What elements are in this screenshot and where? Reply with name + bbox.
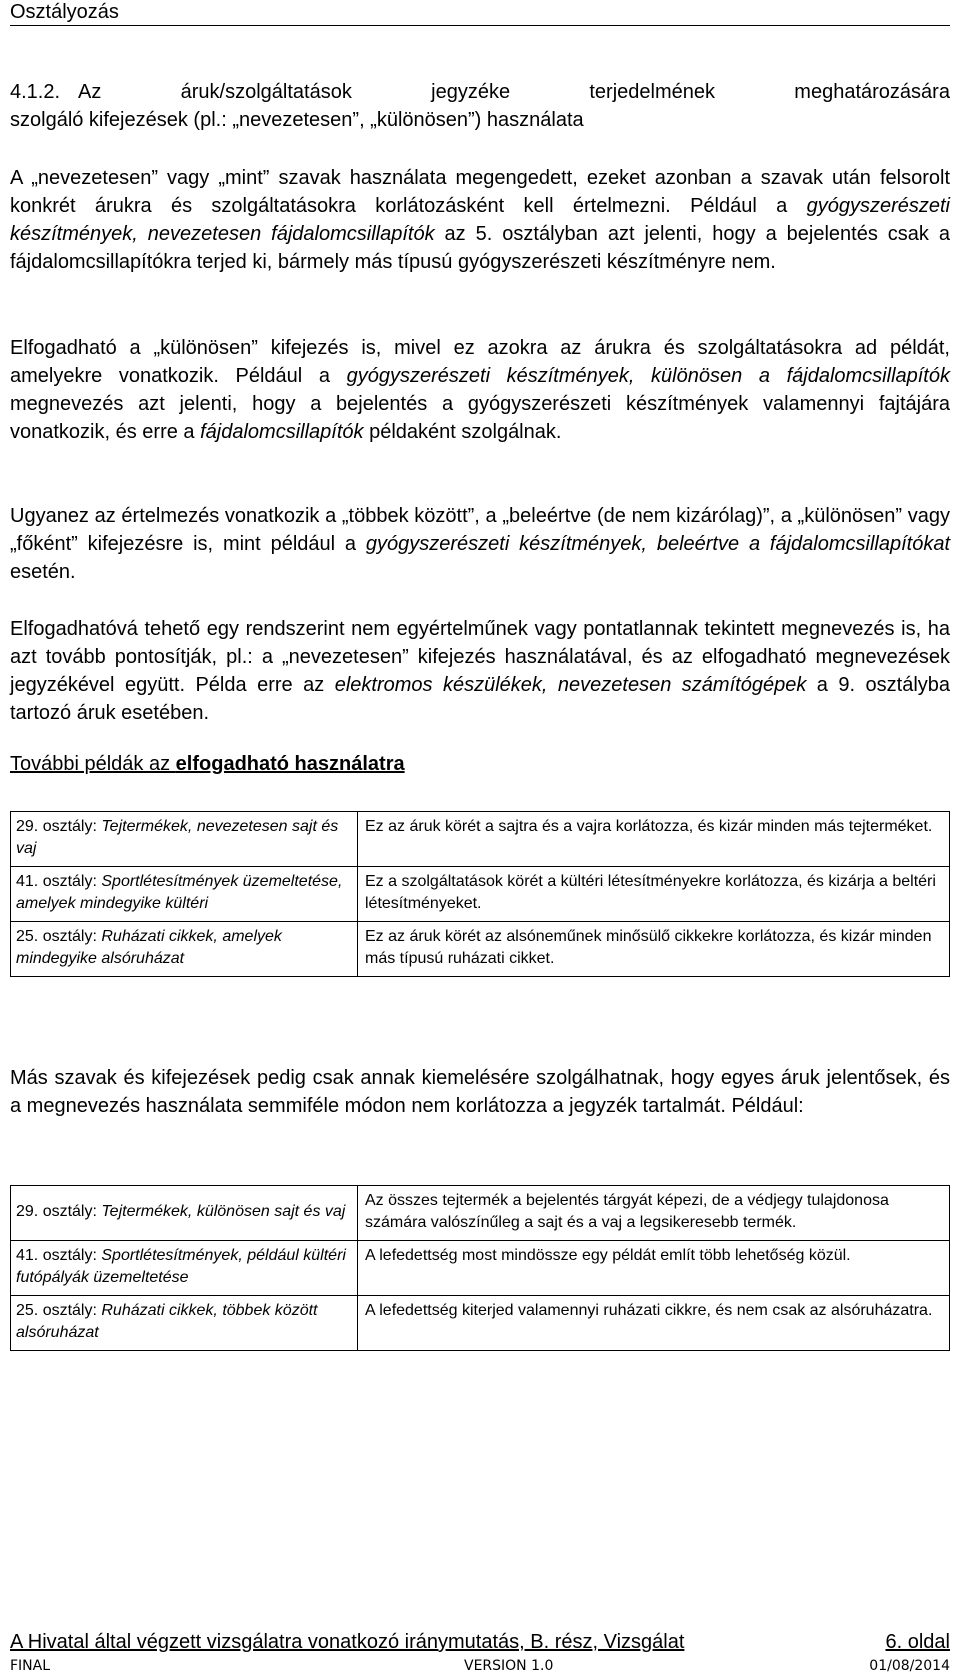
table-cell-comment: A lefedettség most mindössze egy példát említ több lehetőség közül.	[358, 1241, 950, 1296]
heading-word: Az	[78, 81, 102, 103]
table-row	[11, 1296, 950, 1351]
paragraph-emphasis	[10, 1064, 950, 1120]
subheading-acceptable-examples	[10, 750, 405, 778]
table-row	[11, 922, 950, 977]
class-label: 25. osztály:	[16, 1302, 102, 1319]
footer-page-number: 6. oldal	[885, 1631, 950, 1653]
class-label: 41. osztály:	[16, 873, 102, 890]
goods-description: Ruházati cikkek, amelyek mindegyike alsóruházat	[16, 928, 282, 967]
table-cell-comment: Az összes tejtermék a bejelentés tárgyát képezi, de a védjegy tulajdonosa számára valószínűleg a sajt és a vaj a legsikeresebb termék.	[358, 1186, 950, 1241]
heading-word: áruk/szolgáltatások	[180, 81, 352, 103]
paragraph-text: esetén.	[10, 561, 76, 583]
table-row	[11, 1186, 950, 1241]
heading-word: jegyzéke	[431, 81, 511, 103]
section-heading-line-1	[10, 78, 950, 106]
italic-example: gyógyszerészeti készítmények, beleértve a fájdalomcsillapítókat	[365, 533, 951, 555]
table-cell-goods	[11, 1186, 358, 1241]
table-row	[11, 867, 950, 922]
paragraph-text: az 5. osztályban azt jelenti, hogy a bejelentés csak a fájdalomcsillapítókra terjed ki, bármely más típusú gyógyszerészeti készítményre nem.	[10, 223, 951, 273]
paragraph-kulonosen	[10, 334, 950, 446]
footer-version: VERSION 1.0	[464, 1658, 554, 1674]
goods-description: Sportlétesítmények, például kültéri futópályák üzemeltetése	[16, 1247, 346, 1286]
running-header-title: Osztályozás	[10, 1, 119, 23]
table-cell-goods	[11, 1296, 358, 1351]
table-cell-comment: Ez az áruk körét a sajtra és a vajra korlátozza, és kizár minden más tejterméket.	[358, 812, 950, 867]
table-cell-comment: Ez az áruk körét az alsóneműnek minősülő cikkekre korlátozza, és kizár minden más típusú ruházati cikket.	[358, 922, 950, 977]
goods-description: Sportlétesítmények üzemeltetése, amelyek mindegyike kültéri	[16, 873, 343, 912]
paragraph-text: Elfogadhatóvá tehető egy rendszerint nem egyértelműnek vagy pontatlannak tekintett megnevezés is, ha azt tovább pontosítják, pl.: a „nevezetesen” kifejezés használatával, és az elfogadható megnevezések jegyzékével együtt. Példa erre az	[10, 618, 950, 696]
goods-description: Ruházati cikkek, többek között alsóruházat	[16, 1302, 318, 1341]
page-footer	[10, 1630, 950, 1654]
footer-status: FINAL	[10, 1658, 51, 1674]
italic-example: gyógyszerészeti készítmények, nevezetesen fájdalomcsillapítók	[10, 195, 950, 245]
paragraph-nevezetesen	[10, 164, 950, 276]
italic-example: fájdalomcsillapítók	[200, 421, 364, 443]
header-divider	[10, 25, 950, 26]
table-cell-goods	[11, 922, 358, 977]
subheading-text: További példák az	[10, 753, 176, 775]
table-cell-goods	[11, 1241, 358, 1296]
section-heading	[10, 78, 950, 134]
paragraph-text: megnevezés azt jelenti, hogy a bejelentés a gyógyszerészeti készítmények valamennyi fajtájára vonatkozik, és erre a	[10, 393, 950, 443]
heading-word: terjedelmének	[589, 81, 715, 103]
paragraph-tobbek-kozott	[10, 502, 950, 586]
class-label: 25. osztály:	[16, 928, 102, 945]
section-heading-line-2: szolgáló kifejezések (pl.: „nevezetesen”, „különösen”) használata	[10, 109, 584, 131]
footer-document-title: A Hivatal által végzett vizsgálatra vonatkozó iránymutatás, B. rész, Vizsgálat	[10, 1631, 685, 1653]
class-label: 29. osztály:	[16, 818, 102, 835]
paragraph-text: Elfogadható a „különösen” kifejezés is, mivel ez azokra az árukra és szolgáltatásokra ad példát, amelyekre vonatkozik. Például a	[10, 337, 950, 387]
class-label: 29. osztály:	[16, 1203, 102, 1220]
table-cell-goods	[11, 867, 358, 922]
class-label: 41. osztály:	[16, 1247, 102, 1264]
heading-word: meghatározására	[794, 81, 950, 103]
acceptable-examples-table	[10, 811, 950, 977]
paragraph-text: Más szavak és kifejezések pedig csak annak kiemelésére szolgálhatnak, hogy egyes áruk jelentősek, és a megnevezés használata semmiféle módon nem korlátozza a jegyzék tartalmát. Például:	[10, 1067, 950, 1117]
italic-example: gyógyszerészeti készítmények, különösen a fájdalomcsillapítók	[346, 365, 950, 387]
paragraph-pontositas	[10, 615, 950, 727]
paragraph-text: Például a	[690, 195, 788, 217]
goods-description: Tejtermékek, különösen sajt és vaj	[101, 1203, 346, 1220]
table-row	[11, 812, 950, 867]
paragraph-text: példaként szolgálnak.	[369, 421, 562, 443]
table-row	[11, 1241, 950, 1296]
goods-description: Tejtermékek, nevezetesen sajt és vaj	[16, 818, 339, 857]
subheading-bold-text: elfogadható használatra	[175, 753, 405, 775]
table-cell-comment: Ez a szolgáltatások körét a kültéri létesítményekre korlátozza, és kizárja a beltéri létesítményeket.	[358, 867, 950, 922]
emphasis-examples-table	[10, 1185, 950, 1351]
paragraph-text: A „nevezetesen” vagy „mint” szavak használata megengedett, ezeket azonban a szavak után felsorolt konkrét árukra és szolgáltatásokra korlátozásként kell értelmezni.	[10, 167, 950, 217]
table-cell-goods	[11, 812, 358, 867]
paragraph-text: Ugyanez az értelmezés vonatkozik a „többek között”, a „beleértve (de nem kizárólag)”, a „különösen” vagy „főként” kifejezésre is, mint például a	[10, 505, 950, 555]
footer-date: 01/08/2014	[869, 1658, 950, 1674]
section-number: 4.1.2.	[10, 81, 61, 103]
paragraph-text: a 9. osztályba tartozó áruk esetében.	[10, 674, 951, 724]
italic-example: elektromos készülékek, nevezetesen számítógépek	[334, 674, 807, 696]
table-cell-comment: A lefedettség kiterjed valamennyi ruházati cikkre, és nem csak az alsóruházatra.	[358, 1296, 950, 1351]
